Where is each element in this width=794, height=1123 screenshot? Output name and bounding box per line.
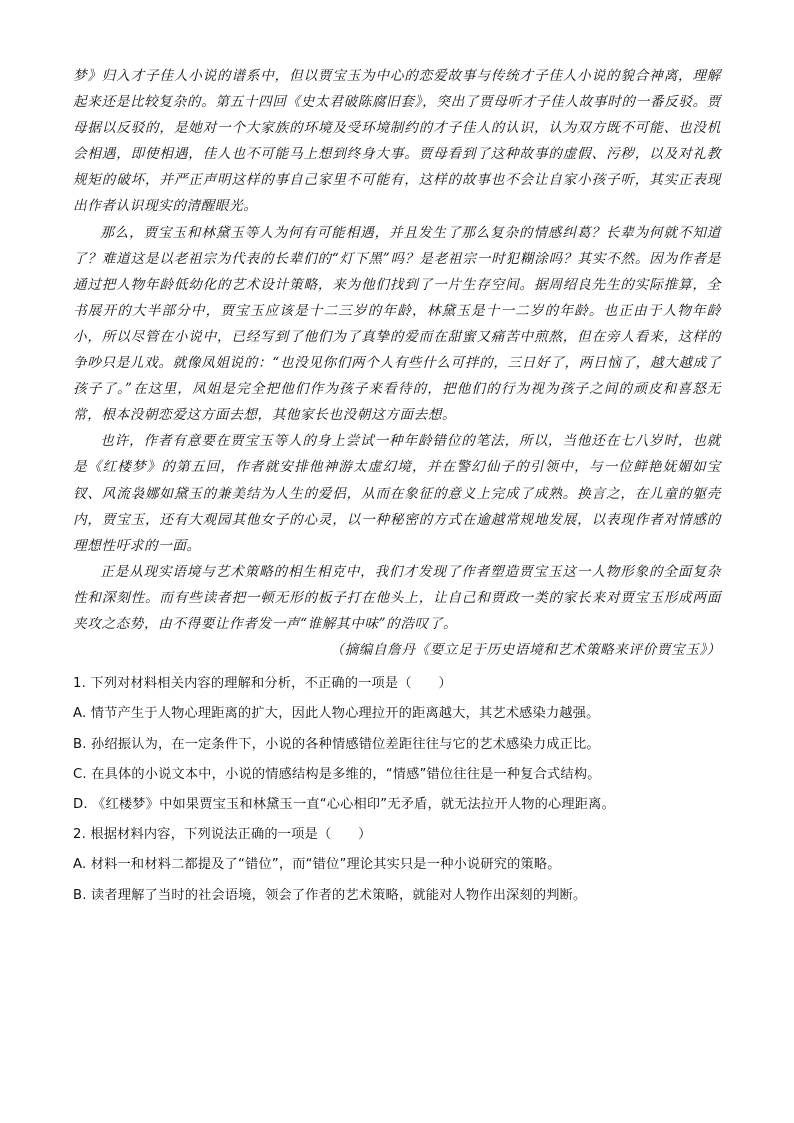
passage-paragraph-4: 正是从现实语境与艺术策略的相生相克中，我们才发现了作者塑造贾宝玉这一人物形象的全面复杂性和深刻性。而有些读者把一顿无形的板子打在他头上，让自己和贾政一类的家长来对贾宝玉形成两面夹攻之态势，由不得要让作者发一声“谁解其中味”的浩叹了。 bbox=[73, 563, 721, 632]
question-2-option-b: B. 读者理解了当时的社会语境，领会了作者的艺术策略，就能对人物作出深刻的判断。 bbox=[73, 887, 587, 903]
passage-paragraph-1: 梦》归入才子佳人小说的谱系中，但以贾宝玉为中心的恋爱故事与传统才子佳人小说的貌合神离，理解起来还是比较复杂的。第五十四回《史太君破陈腐旧套》，突出了贾母听才子佳人故事时的一番反驳。贾母据以反驳的，是她对一个大家族的环境及受环境制约的才子佳人的认识，认为双方既不可能、也没机会相遇，即使相遇，佳人也不可能马上想到终身大事。贾母看到了这种故事的虚假、污秽，以及对礼教规矩的破坏，并严正声明这样的事自己家里不可能有，这样的故事也不会让自家小孩子听，其实正表现出作者认识现实的清醒眼光。 bbox=[73, 68, 721, 215]
question-1-option-a: A. 情节产生于人物心理距离的扩大，因此人物心理拉开的距离越大，其艺术感染力越强。 bbox=[73, 706, 600, 722]
question-2-stem: 2. 根据材料内容，下列说法正确的一项是（ ） bbox=[73, 827, 372, 843]
reading-passage bbox=[73, 63, 721, 663]
question-1-option-b: B. 孙绍振认为，在一定条件下，小说的各种情感错位差距往往与它的艺术感染力成正比。 bbox=[73, 736, 600, 752]
question-section bbox=[73, 669, 721, 911]
question-1-option-d: D. 《红楼梦》中如果贾宝玉和林黛玉一直“心心相印”无矛盾，就无法拉开人物的心理距离。 bbox=[73, 796, 615, 812]
passage-paragraph-3: 也许，作者有意要在贾宝玉等人的身上尝试一种年龄错位的笔法，所以，当他还在七八岁时，也就是《红楼梦》的第五回，作者就安排他神游太虚幻境，并在警幻仙子的引领中，与一位鲜艳妩媚如宝钗、风流袅娜如黛玉的兼美结为人生的爱侣，从而在象征的意义上完成了成熟。换言之，在儿童的躯壳内，贾宝玉，还有大观园其他女子的心灵，以一种秘密的方式在逾越常规地发展，以表现作者对情感的理想性吁求的一面。 bbox=[73, 433, 721, 554]
question-1-option-c: C. 在具体的小说文本中，小说的情感结构是多维的，“情感”错位往往是一种复合式结构。 bbox=[73, 766, 601, 782]
passage-source-citation: （摘编自詹丹《要立足于历史语境和艺术策略来评价贾宝玉》） bbox=[330, 642, 721, 659]
passage-paragraph-2: 那么，贾宝玉和林黛玉等人为何有可能相遇，并且发生了那么复杂的情感纠葛？长辈为何就不知道了？难道这是以老祖宗为代表的长辈们的“灯下黑”吗？是老祖宗一时犯糊涂吗？其实不然。因为作者是通过把人物年龄低幼化的艺术设计策略，来为他们找到了一片生存空间。据周绍良先生的实际推算，全书展开的大半部分中，贾宝玉应该是十二三岁的年龄，林黛玉是十一二岁的年龄。也正由于人物年龄小，所以尽管在小说中，已经写到了他们为了真挚的爱而在甜蜜又痛苦中煎熬，但在旁人看来，这样的争吵只是儿戏。就像凤姐说的：“也没见你们两个人有些什么可拌的，三日好了，两日恼了，越大越成了孩子了。”在这里，凤姐是完全把他们作为孩子来看待的，把他们的行为视为孩子之间的顽皮和喜怒无常，根本没朝恋爱这方面去想，其他家长也没朝这方面去想。 bbox=[73, 224, 721, 424]
question-1-stem: 1. 下列对材料相关内容的理解和分析，不正确的一项是（ ） bbox=[73, 676, 452, 692]
question-2-option-a: A. 材料一和材料二都提及了“错位”，而“错位”理论其实只是一种小说研究的策略。 bbox=[73, 857, 561, 873]
page-content bbox=[73, 63, 721, 911]
